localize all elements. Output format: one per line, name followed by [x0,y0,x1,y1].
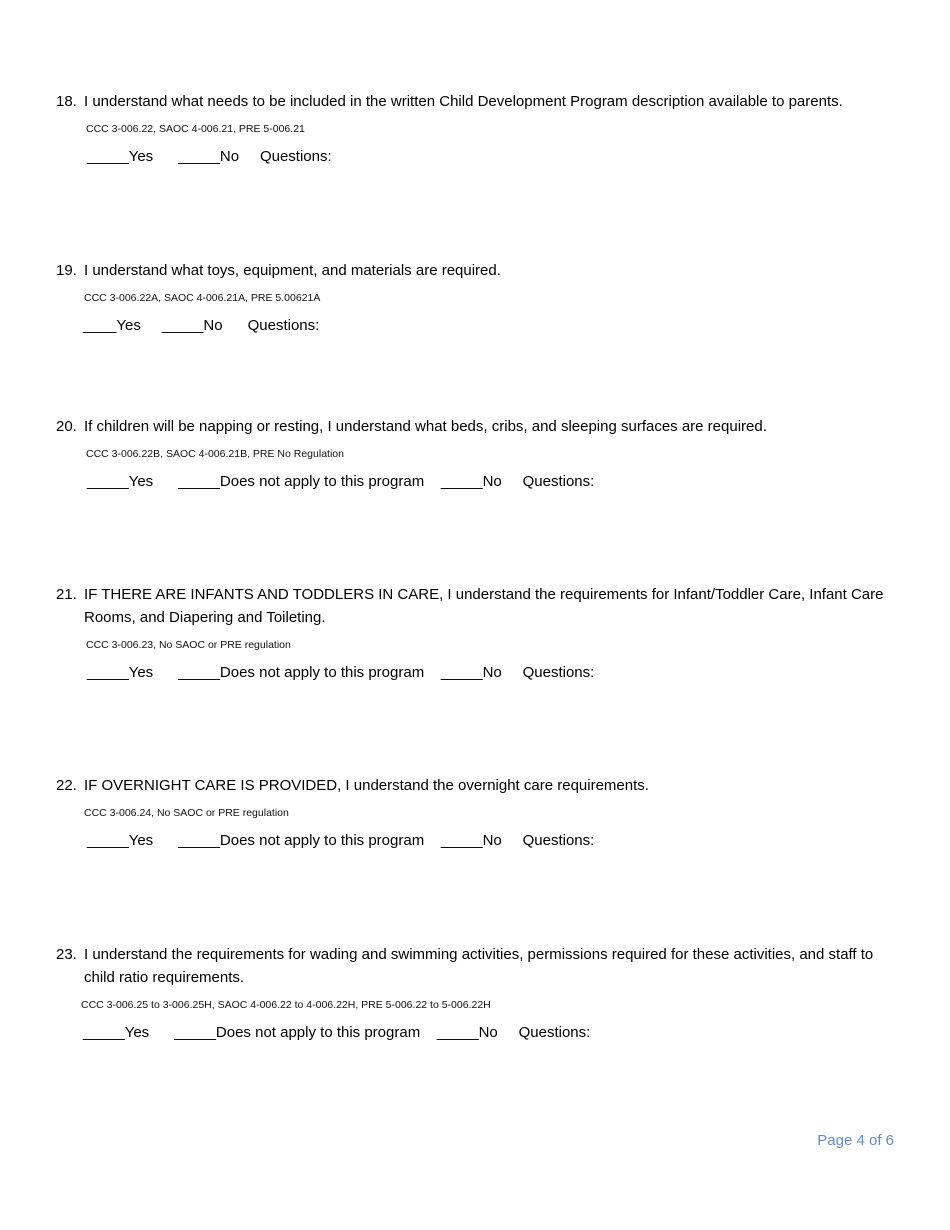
questions-label: Questions: [259,148,332,165]
regulation-reference: CCC 3-006.25 to 3-006.25H, SAOC 4-006.22 to 4-006.22H, PRE 5-006.22 to 5-006.22H [81,999,491,1011]
questions-label: Questions: [522,473,595,490]
question-18 [56,90,896,165]
question-21 [56,583,896,681]
question-19 [56,259,896,334]
questions-label: Questions: [522,832,595,849]
regulation-reference: CCC 3-006.22B, SAOC 4-006.21B, PRE No Regulation [86,448,344,460]
answer-row [87,148,896,165]
question-number: 18. [56,93,77,110]
no-answer-blank[interactable]: _____No [440,832,502,849]
no-answer-blank[interactable]: _____No [440,664,502,681]
no-answer-blank[interactable]: _____No [161,317,223,334]
regulation-reference: CCC 3-006.24, No SAOC or PRE regulation [84,807,289,819]
answer-row [87,473,896,490]
answer-row [83,317,896,334]
question-text: I understand what needs to be included in the written Child Development Program description available to parents. [84,93,843,110]
yes-answer-blank[interactable]: _____Yes [87,473,154,490]
questions-label: Questions: [518,1024,591,1041]
questions-label: Questions: [522,664,595,681]
no-answer-blank[interactable]: _____No [436,1024,498,1041]
question-20-row [56,415,896,438]
question-text: If children will be napping or resting, I understand what beds, cribs, and sleeping surfaces are required. [84,418,767,435]
answer-row [83,1024,896,1041]
regulation-reference: CCC 3-006.23, No SAOC or PRE regulation [86,639,291,651]
no-answer-blank[interactable]: _____No [178,148,240,165]
question-number: 23. [56,946,77,963]
question-22-row [56,774,896,797]
yes-answer-blank[interactable]: ____Yes [83,317,141,334]
regulation-reference: CCC 3-006.22, SAOC 4-006.21, PRE 5-006.21 [86,123,305,135]
yes-answer-blank[interactable]: _____Yes [87,664,154,681]
question-number: 21. [56,586,77,603]
yes-answer-blank[interactable]: _____Yes [87,148,154,165]
answer-row [87,664,896,681]
question-18-row [56,90,896,113]
question-text: IF OVERNIGHT CARE IS PROVIDED, I understand the overnight care requirements. [84,777,649,794]
question-number: 20. [56,418,77,435]
does-not-apply-answer-blank[interactable]: _____Does not apply to this program [178,832,425,849]
question-19-row [56,259,896,282]
question-number: 19. [56,262,77,279]
does-not-apply-answer-blank[interactable]: _____Does not apply to this program [178,664,425,681]
regulation-reference: CCC 3-006.22A, SAOC 4-006.21A, PRE 5.00621A [84,292,321,304]
question-number: 22. [56,777,77,794]
question-20 [56,415,896,490]
does-not-apply-answer-blank[interactable]: _____Does not apply to this program [174,1024,421,1041]
question-23-row [56,943,896,989]
questions-label: Questions: [247,317,320,334]
yes-answer-blank[interactable]: _____Yes [83,1024,150,1041]
question-text: IF THERE ARE INFANTS AND TODDLERS IN CARE, I understand the requirements for Infant/Toddler Care, Infant Care Rooms, and Diapering and Toileting. [84,586,884,626]
question-text: I understand what toys, equipment, and materials are required. [84,262,501,279]
question-23 [56,943,896,1041]
question-text: I understand the requirements for wading and swimming activities, permissions required for these activities, and staff to child ratio requirements. [84,946,874,986]
page-number: Page 4 of 6 [817,1132,894,1149]
yes-answer-blank[interactable]: _____Yes [87,832,154,849]
answer-row [87,832,896,849]
does-not-apply-answer-blank[interactable]: _____Does not apply to this program [178,473,425,490]
no-answer-blank[interactable]: _____No [440,473,502,490]
question-22 [56,774,896,849]
question-21-row [56,583,896,629]
